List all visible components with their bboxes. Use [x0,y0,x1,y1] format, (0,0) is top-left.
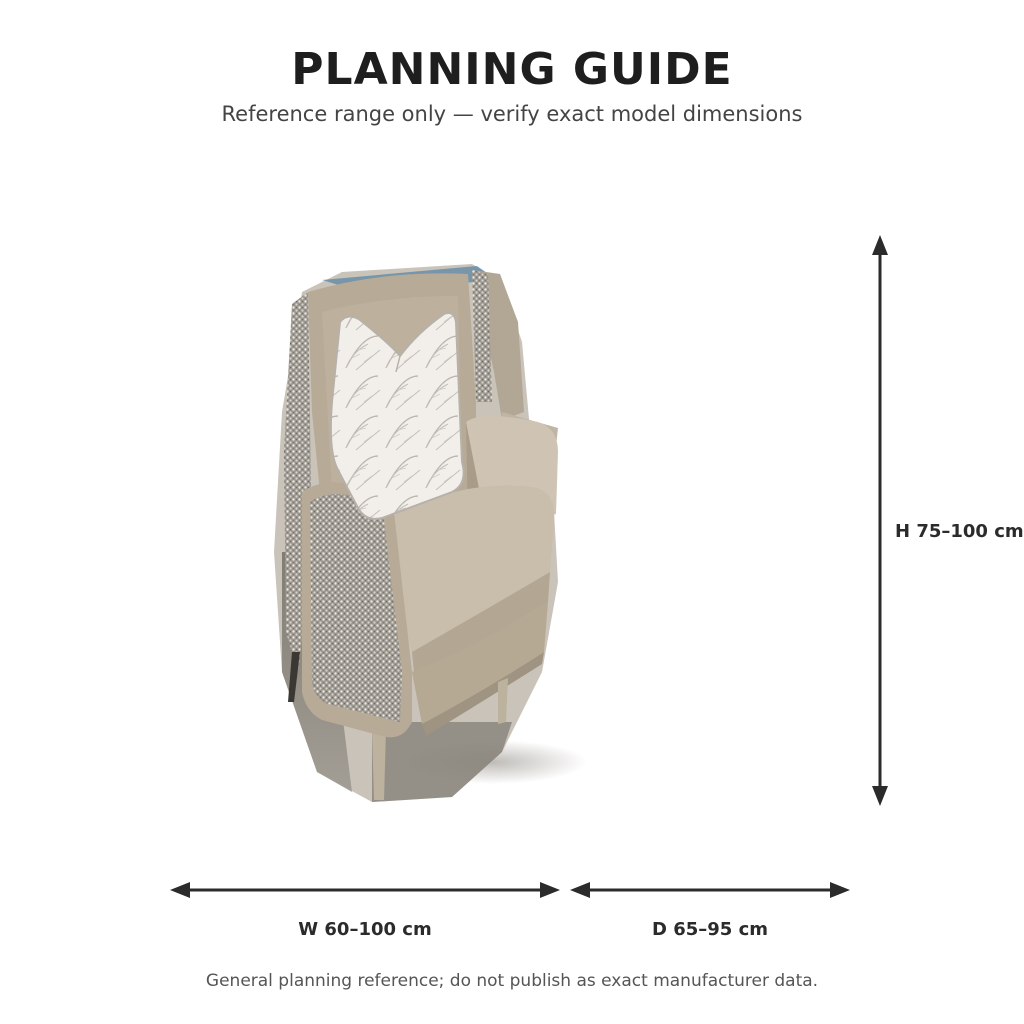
depth-arrow [570,882,850,898]
footer-note: General planning reference; do not publish as exact manufacturer data. [205,971,819,991]
depth-label: D 65–95 cm [652,919,768,940]
width-label: W 60–100 cm [298,919,432,940]
page-subtitle: Reference range only — verify exact model dimensions [221,102,803,126]
height-label: H 75–100 cm [895,521,1024,542]
width-arrow [170,882,560,898]
page-title: PLANNING GUIDE [291,44,733,95]
height-arrow [872,235,888,806]
